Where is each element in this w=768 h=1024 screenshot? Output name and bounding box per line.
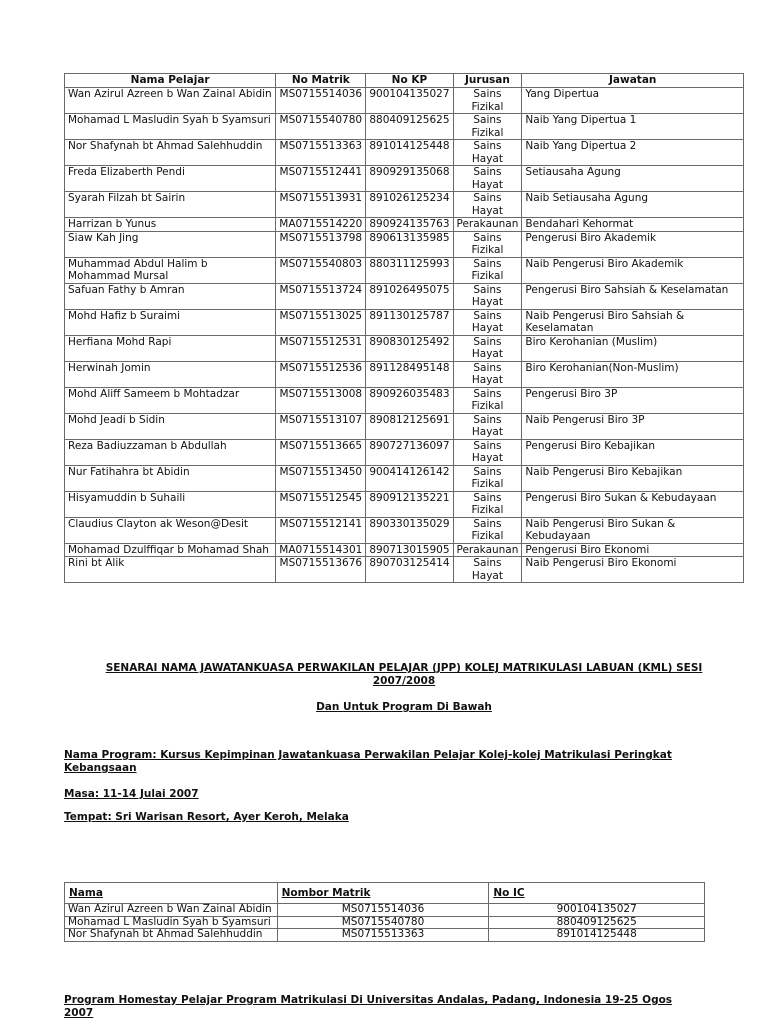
homestay-line-2: 2007: [64, 1007, 94, 1019]
cell-no-matrik: MS0715513665: [276, 439, 366, 465]
cell-nama-pelajar: Siaw Kah Jing: [65, 231, 276, 257]
cell-no-matrik: MS0715540803: [276, 257, 366, 283]
header-jurusan: Jurusan: [453, 74, 522, 88]
cell-no-matrik: MS0715513008: [276, 387, 366, 413]
cell-no-matrik: MS0715513798: [276, 231, 366, 257]
cell-no-kp: 891026495075: [366, 283, 453, 309]
table-row: [65, 439, 744, 465]
cell-nama-pelajar: Nor Shafynah bt Ahmad Salehhuddin: [65, 140, 276, 166]
table-row: [65, 283, 744, 309]
cell-jurusan: Sains Hayat: [453, 413, 522, 439]
cell-nama: Nor Shafynah bt Ahmad Salehhuddin: [65, 929, 278, 942]
cell-nama: Mohamad L Masludin Syah b Syamsuri: [65, 916, 278, 929]
cell-no-kp: 890330135029: [366, 517, 453, 543]
cell-no-matrik: MS0715512545: [276, 491, 366, 517]
cell-no-kp: 890703125414: [366, 557, 453, 583]
cell-nombor-matrik: MS0715514036: [277, 904, 489, 917]
cell-no-matrik: MS0715512141: [276, 517, 366, 543]
cell-no-matrik: MA0715514301: [276, 543, 366, 557]
cell-jawatan: Pengerusi Biro Akademik: [522, 231, 744, 257]
cell-jawatan: Bendahari Kehormat: [522, 218, 744, 232]
cell-jawatan: Naib Setiausaha Agung: [522, 192, 744, 218]
cell-jawatan: Pengerusi Biro 3P: [522, 387, 744, 413]
table-row: [65, 517, 744, 543]
table-row: [65, 257, 744, 283]
cell-jurusan: Sains Fizikal: [453, 231, 522, 257]
cell-nama-pelajar: Reza Badiuzzaman b Abdullah: [65, 439, 276, 465]
table-header-row: [65, 74, 744, 88]
program-name-line-2: Kebangsaan: [64, 762, 137, 774]
cell-jawatan: Pengerusi Biro Sahsiah & Keselamatan: [522, 283, 744, 309]
program-participants-table: [64, 882, 705, 942]
cell-nama-pelajar: Syarah Filzah bt Sairin: [65, 192, 276, 218]
table-row: [65, 218, 744, 232]
cell-jawatan: Biro Kerohanian(Non-Muslim): [522, 361, 744, 387]
cell-nombor-matrik: MS0715513363: [277, 929, 489, 942]
table-row: [65, 231, 744, 257]
cell-no-kp: 891128495148: [366, 361, 453, 387]
header-no-ic: No IC: [489, 883, 705, 904]
cell-nama-pelajar: Mohd Hafiz b Suraimi: [65, 309, 276, 335]
table-row: [65, 335, 744, 361]
cell-no-matrik: MS0715514036: [276, 88, 366, 114]
cell-no-kp: 900104135027: [366, 88, 453, 114]
cell-no-matrik: MS0715540780: [276, 114, 366, 140]
table-row: [65, 309, 744, 335]
cell-no-kp: 891130125787: [366, 309, 453, 335]
cell-no-matrik: MS0715513450: [276, 465, 366, 491]
cell-no-ic: 891014125448: [489, 929, 705, 942]
cell-nama-pelajar: Freda Elizaberth Pendi: [65, 166, 276, 192]
header-nama: Nama: [65, 883, 278, 904]
cell-jawatan: Naib Pengerusi Biro Ekonomi: [522, 557, 744, 583]
cell-no-matrik: MS0715513025: [276, 309, 366, 335]
cell-jawatan: Pengerusi Biro Sukan & Kebudayaan: [522, 491, 744, 517]
table-header-row: [65, 883, 705, 904]
cell-no-kp: 900414126142: [366, 465, 453, 491]
cell-nama-pelajar: Mohamad Dzulffiqar b Mohamad Shah: [65, 543, 276, 557]
header-nombor-matrik: Nombor Matrik: [277, 883, 489, 904]
heading-line-1: SENARAI NAMA JAWATANKUASA PERWAKILAN PELAJAR (JPP) KOLEJ MATRIKULASI LABUAN (KML) SESI: [105, 662, 703, 674]
cell-jawatan: Naib Pengerusi Biro Sahsiah & Keselamatan: [522, 309, 744, 335]
table-row: [65, 916, 705, 929]
cell-jurusan: Perakaunan: [453, 543, 522, 557]
cell-no-kp: 890912135221: [366, 491, 453, 517]
cell-jawatan: Setiausaha Agung: [522, 166, 744, 192]
cell-nama-pelajar: Herfiana Mohd Rapi: [65, 335, 276, 361]
table-row: [65, 140, 744, 166]
cell-nama-pelajar: Wan Azirul Azreen b Wan Zainal Abidin: [65, 88, 276, 114]
cell-jurusan: Sains Fizikal: [453, 257, 522, 283]
cell-jurusan: Sains Hayat: [453, 192, 522, 218]
cell-jurusan: Sains Hayat: [453, 335, 522, 361]
cell-no-matrik: MS0715513931: [276, 192, 366, 218]
table-row: [65, 166, 744, 192]
cell-no-matrik: MA0715514220: [276, 218, 366, 232]
table-row: [65, 904, 705, 917]
cell-no-matrik: MS0715513363: [276, 140, 366, 166]
cell-nama-pelajar: Harrizan b Yunus: [65, 218, 276, 232]
table-row: [65, 413, 744, 439]
cell-jurusan: Sains Fizikal: [453, 517, 522, 543]
program-date: Masa: 11-14 Julai 2007: [64, 788, 199, 800]
cell-no-matrik: MS0715513107: [276, 413, 366, 439]
cell-jurusan: Sains Fizikal: [453, 387, 522, 413]
cell-no-kp: 890926035483: [366, 387, 453, 413]
cell-jurusan: Sains Hayat: [453, 309, 522, 335]
cell-jurusan: Sains Fizikal: [453, 114, 522, 140]
header-nama-pelajar: Nama Pelajar: [65, 74, 276, 88]
cell-jawatan: Naib Pengerusi Biro Sukan & Kebudayaan: [522, 517, 744, 543]
cell-nama-pelajar: Claudius Clayton ak Weson@Desit: [65, 517, 276, 543]
table-row: [65, 192, 744, 218]
cell-no-kp: 891014125448: [366, 140, 453, 166]
cell-jawatan: Naib Yang Dipertua 1: [522, 114, 744, 140]
table-row: [65, 543, 744, 557]
header-no-kp: No KP: [366, 74, 453, 88]
cell-no-matrik: MS0715512441: [276, 166, 366, 192]
program-venue: Tempat: Sri Warisan Resort, Ayer Keroh, Melaka: [64, 811, 349, 823]
cell-no-matrik: MS0715512531: [276, 335, 366, 361]
table-row: [65, 465, 744, 491]
cell-nama-pelajar: Hisyamuddin b Suhaili: [65, 491, 276, 517]
cell-jurusan: Sains Hayat: [453, 283, 522, 309]
cell-no-kp: 890727136097: [366, 439, 453, 465]
cell-no-matrik: MS0715513676: [276, 557, 366, 583]
table-row: [65, 929, 705, 942]
jpp-committee-table: [64, 73, 744, 583]
cell-jawatan: Naib Pengerusi Biro 3P: [522, 413, 744, 439]
cell-no-kp: 891026125234: [366, 192, 453, 218]
cell-no-kp: 890830125492: [366, 335, 453, 361]
cell-nama-pelajar: Rini bt Alik: [65, 557, 276, 583]
cell-no-kp: 890713015905: [366, 543, 453, 557]
cell-no-kp: 890613135985: [366, 231, 453, 257]
table-row: [65, 114, 744, 140]
cell-nama-pelajar: Safuan Fathy b Amran: [65, 283, 276, 309]
program-name-line-1: Nama Program: Kursus Kepimpinan Jawatankuasa Perwakilan Pelajar Kolej-kolej Matrikulasi Peringkat: [64, 749, 672, 761]
cell-jawatan: Naib Yang Dipertua 2: [522, 140, 744, 166]
cell-jurusan: Perakaunan: [453, 218, 522, 232]
cell-no-kp: 890812125691: [366, 413, 453, 439]
cell-nama-pelajar: Nur Fatihahra bt Abidin: [65, 465, 276, 491]
cell-no-matrik: MS0715513724: [276, 283, 366, 309]
table-row: [65, 88, 744, 114]
table-row: [65, 557, 744, 583]
document-heading: [64, 662, 744, 688]
cell-jawatan: Naib Pengerusi Biro Kebajikan: [522, 465, 744, 491]
cell-no-kp: 880409125625: [366, 114, 453, 140]
program-name: [64, 749, 744, 775]
cell-jurusan: Sains Hayat: [453, 361, 522, 387]
cell-jurusan: Sains Hayat: [453, 166, 522, 192]
cell-nama-pelajar: Mohd Aliff Sameem b Mohtadzar: [65, 387, 276, 413]
cell-jawatan: Pengerusi Biro Ekonomi: [522, 543, 744, 557]
cell-no-ic: 880409125625: [489, 916, 705, 929]
cell-no-kp: 890924135763: [366, 218, 453, 232]
cell-nama: Wan Azirul Azreen b Wan Zainal Abidin: [65, 904, 278, 917]
cell-jawatan: Yang Dipertua: [522, 88, 744, 114]
cell-nama-pelajar: Muhammad Abdul Halim b Mohammad Mursal: [65, 257, 276, 283]
cell-jurusan: Sains Fizikal: [453, 491, 522, 517]
heading-line-2: 2007/2008: [372, 675, 436, 687]
homestay-program-title: [64, 994, 744, 1020]
homestay-line-1: Program Homestay Pelajar Program Matrikulasi Di Universitas Andalas, Padang, Indonesia 19-25 Ogos: [64, 994, 673, 1006]
header-jawatan: Jawatan: [522, 74, 744, 88]
cell-jurusan: Sains Hayat: [453, 439, 522, 465]
cell-jawatan: Biro Kerohanian (Muslim): [522, 335, 744, 361]
cell-no-matrik: MS0715512536: [276, 361, 366, 387]
cell-nama-pelajar: Mohamad L Masludin Syah b Syamsuri: [65, 114, 276, 140]
table-row: [65, 491, 744, 517]
cell-nama-pelajar: Mohd Jeadi b Sidin: [65, 413, 276, 439]
cell-jurusan: Sains Hayat: [453, 557, 522, 583]
cell-jurusan: Sains Fizikal: [453, 465, 522, 491]
cell-nama-pelajar: Herwinah Jomin: [65, 361, 276, 387]
header-no-matrik: No Matrik: [276, 74, 366, 88]
cell-no-ic: 900104135027: [489, 904, 705, 917]
cell-nombor-matrik: MS0715540780: [277, 916, 489, 929]
cell-jurusan: Sains Fizikal: [453, 88, 522, 114]
cell-no-kp: 880311125993: [366, 257, 453, 283]
cell-no-kp: 890929135068: [366, 166, 453, 192]
cell-jurusan: Sains Hayat: [453, 140, 522, 166]
heading-subtitle: Dan Untuk Program Di Bawah: [316, 701, 492, 713]
table-row: [65, 361, 744, 387]
table-row: [65, 387, 744, 413]
cell-jawatan: Pengerusi Biro Kebajikan: [522, 439, 744, 465]
cell-jawatan: Naib Pengerusi Biro Akademik: [522, 257, 744, 283]
